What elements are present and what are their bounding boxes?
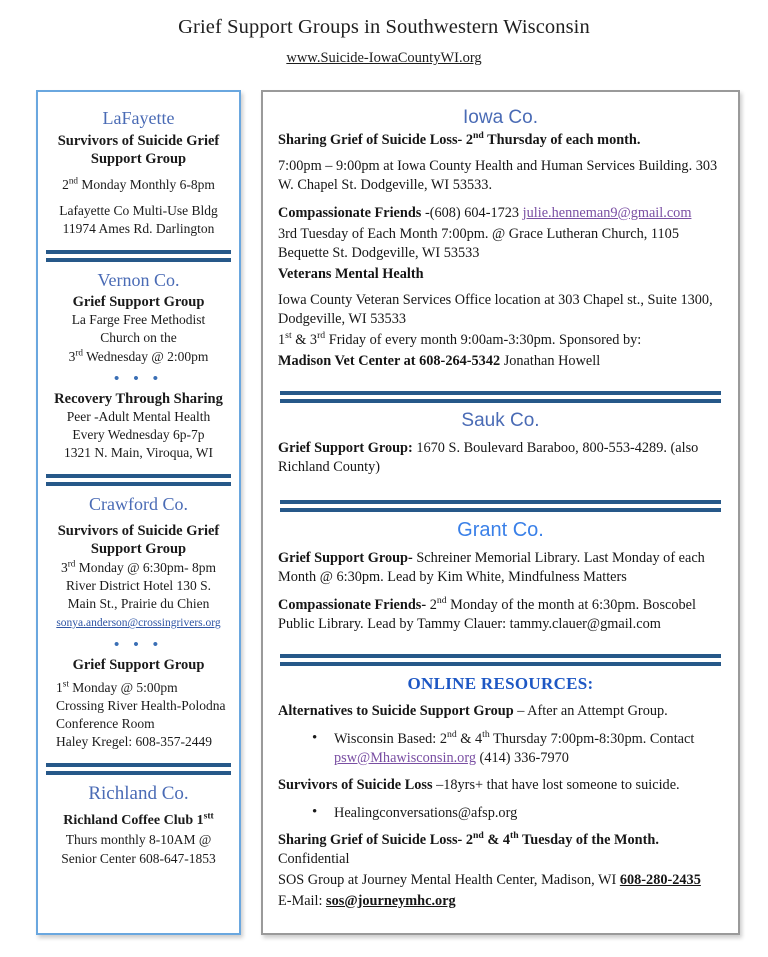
- iowa-cf-email-link[interactable]: julie.henneman9@gmail.com: [522, 204, 692, 221]
- county-heading-richland: Richland Co.: [88, 782, 189, 804]
- crawford-schedule: 3rd Monday @ 6:30pm- 8pm: [60, 558, 217, 575]
- vernon-rts-line-2: Every Wednesday 6p-7p: [72, 427, 205, 443]
- vernon-venue-1: La Farge Free Methodist: [71, 312, 206, 328]
- lafayette-schedule: 2nd Monday Monthly 6-8pm: [62, 175, 215, 192]
- sharing-grief-sos-email-line: [278, 892, 723, 911]
- crawford-gsg-venue: Crossing River Health-Polodna: [56, 698, 226, 714]
- journey-phone: 608-280-2435: [619, 871, 701, 888]
- group-title-lafayette-sosg: Survivors of Suicide Grief Support Group: [57, 132, 220, 167]
- healing-conversations-email: Healingconversations@afsp.org: [334, 804, 518, 821]
- grant-compassionate-friends: Compassionate Friends- 2nd Monday of the month at 6:30pm. Boscobel Public Library. Lead by Tammy Clauer: tammy.clauer@gmail.com: [278, 594, 696, 632]
- crawford-gsg-contact: Haley Kregel: 608-357-2449: [56, 734, 212, 750]
- county-heading-grant: Grant Co.: [457, 518, 544, 541]
- iowa-sharing-grief-heading: Sharing Grief of Suicide Loss- 2nd Thursday of each month.: [278, 129, 641, 148]
- richland-group-title: Richland Coffee Club $1^{stt}$: [63, 811, 214, 829]
- richland-schedule: Thurs monthly 8-10AM @: [65, 832, 212, 848]
- journey-email-link[interactable]: sos@journeymhc.org: [326, 892, 456, 909]
- alternatives-to-suicide: [278, 702, 723, 721]
- crawford-gsg-schedule: 1st Monday @ 5:00pm: [56, 678, 178, 695]
- sosl-text: –18yrs+ that have lost someone to suicide.: [432, 776, 680, 793]
- section-divider: [278, 494, 723, 518]
- email-label: E-Mail:: [278, 892, 327, 909]
- crawford-gsg-room: Conference Room: [56, 716, 155, 732]
- survivors-of-suicide-loss: [278, 776, 723, 795]
- county-heading-vernon: Vernon Co.: [97, 269, 180, 290]
- grant-cf-label: Compassionate Friends-: [278, 596, 427, 613]
- sauk-grief-support-group: [278, 439, 723, 477]
- alt-suicide-label: Alternatives to Suicide Support Group: [278, 702, 514, 719]
- iowa-cf-details: 3rd Tuesday of Each Month 7:00pm. @ Grace Lutheran Church, 1105 Bequette St. Dodgeville, WI 53533: [278, 225, 679, 261]
- sauk-gsg-details: 1670 S. Boulevard Baraboo, 800-553-4289. (also Richland County): [278, 439, 699, 475]
- group-title-crawford-sosg: Survivors of Suicide Grief Support Group: [57, 523, 220, 558]
- section-divider: [44, 244, 233, 268]
- crawford-venue-2: Main St., Prairie du Chien: [67, 595, 210, 611]
- iowa-vet-contact-name: Jonathan Howell: [500, 352, 601, 369]
- lafayette-venue: Lafayette Co Multi-Use Bldg: [59, 203, 218, 219]
- mha-phone: (414) 336-7970: [475, 749, 569, 766]
- county-heading-lafayette: LaFayette: [102, 108, 175, 128]
- iowa-compassionate-friends: Compassionate Friends -(608) 604-1723 julie.henneman9@gmail.com: [278, 204, 692, 221]
- section-divider: [44, 468, 233, 492]
- sauk-gsg-label: Grief Support Group:: [278, 439, 413, 456]
- online-resources-heading: ONLINE RESOURCES:: [407, 673, 594, 693]
- alt-suicide-text: – After an Attempt Group.: [513, 702, 668, 719]
- richland-venue: Senior Center 608-647-1853: [61, 850, 216, 866]
- group-title-crawford-gsg: Grief Support Group: [72, 656, 205, 673]
- vernon-schedule: 3rd Wednesday @ 2:00pm: [68, 347, 209, 364]
- vernon-venue-2: Church on the: [100, 330, 177, 346]
- left-counties-panel: [36, 90, 241, 935]
- iowa-veterans-heading-text: Veterans Mental Health: [278, 265, 424, 282]
- iowa-vet-center-bold: Madison Vet Center at 608-264-5342: [278, 352, 501, 369]
- website-url-text: www.Suicide-IowaCountyWI.org: [286, 50, 482, 66]
- crawford-venue-1: River District Hotel 130 S.: [65, 577, 212, 593]
- vernon-rts-address: 1321 N. Main, Viroqua, WI: [63, 445, 214, 461]
- county-heading-iowa: Iowa Co.: [463, 107, 538, 128]
- section-divider: [278, 385, 723, 409]
- list-item: [312, 804, 723, 823]
- group-title-vernon-gsg: Grief Support Group: [72, 294, 205, 311]
- county-heading-sauk: Sauk Co.: [461, 409, 540, 431]
- right-counties-panel: [261, 90, 740, 935]
- dot-separator: • • •: [113, 635, 164, 653]
- sharing-grief-sos-location: SOS Group at Journey Mental Health Center, Madison, WI 608-280-2435: [278, 871, 701, 888]
- iowa-veterans-sponsor: [278, 352, 723, 371]
- dot-separator: • • •: [113, 369, 164, 387]
- iowa-veterans-schedule: 1st & 3rd Friday of every month 9:00am-3:30pm. Sponsored by:: [278, 329, 642, 348]
- sosl-label: Survivors of Suicide Loss: [278, 776, 433, 793]
- sharing-grief-sos: Sharing Grief of Suicide Loss- 2nd & 4th Tuesday of the Month. Confidential: [278, 829, 659, 867]
- crawford-email-link[interactable]: sonya.anderson@crossingrivers.org: [56, 617, 221, 630]
- iowa-veterans-address: Iowa County Veteran Services Office location at 303 Chapel st., Suite 1300, Dodgeville, WI 53533: [278, 291, 713, 327]
- group-title-vernon-rts: Recovery Through Sharing: [54, 390, 223, 407]
- grant-gsg-label: Grief Support Group-: [278, 549, 413, 566]
- iowa-veterans-heading: [278, 265, 723, 284]
- section-divider: [278, 648, 723, 672]
- section-divider: [44, 757, 233, 781]
- website-url: [0, 50, 768, 67]
- grant-grief-support-group: [278, 549, 723, 587]
- content-panels: [0, 90, 768, 938]
- list-item: • Wisconsin Based: 2nd & 4th Thursday 7:00pm-8:30pm. Contact psw@Mhawisconsin.org (414) 336-7970: [312, 730, 723, 768]
- page-title: Grief Support Groups in Southwestern Wisconsin: [178, 16, 590, 38]
- county-heading-crawford: Crawford Co.: [89, 493, 188, 514]
- grant-gsg-details: Schreiner Memorial Library. Last Monday of each Month @ 6:30pm. Lead by Kim White, Mindfulness Matters: [278, 549, 705, 585]
- vernon-rts-line-1: Peer -Adult Mental Health: [66, 409, 211, 424]
- lafayette-address: 11974 Ames Rd. Darlington: [62, 221, 215, 237]
- mha-wisconsin-email-link[interactable]: psw@Mhawisconsin.org: [334, 749, 476, 766]
- iowa-sharing-grief-details: 7:00pm – 9:00pm at Iowa County Health and Human Services Building. 303 W. Chapel St. Dodgeville, WI 53533.: [278, 157, 718, 193]
